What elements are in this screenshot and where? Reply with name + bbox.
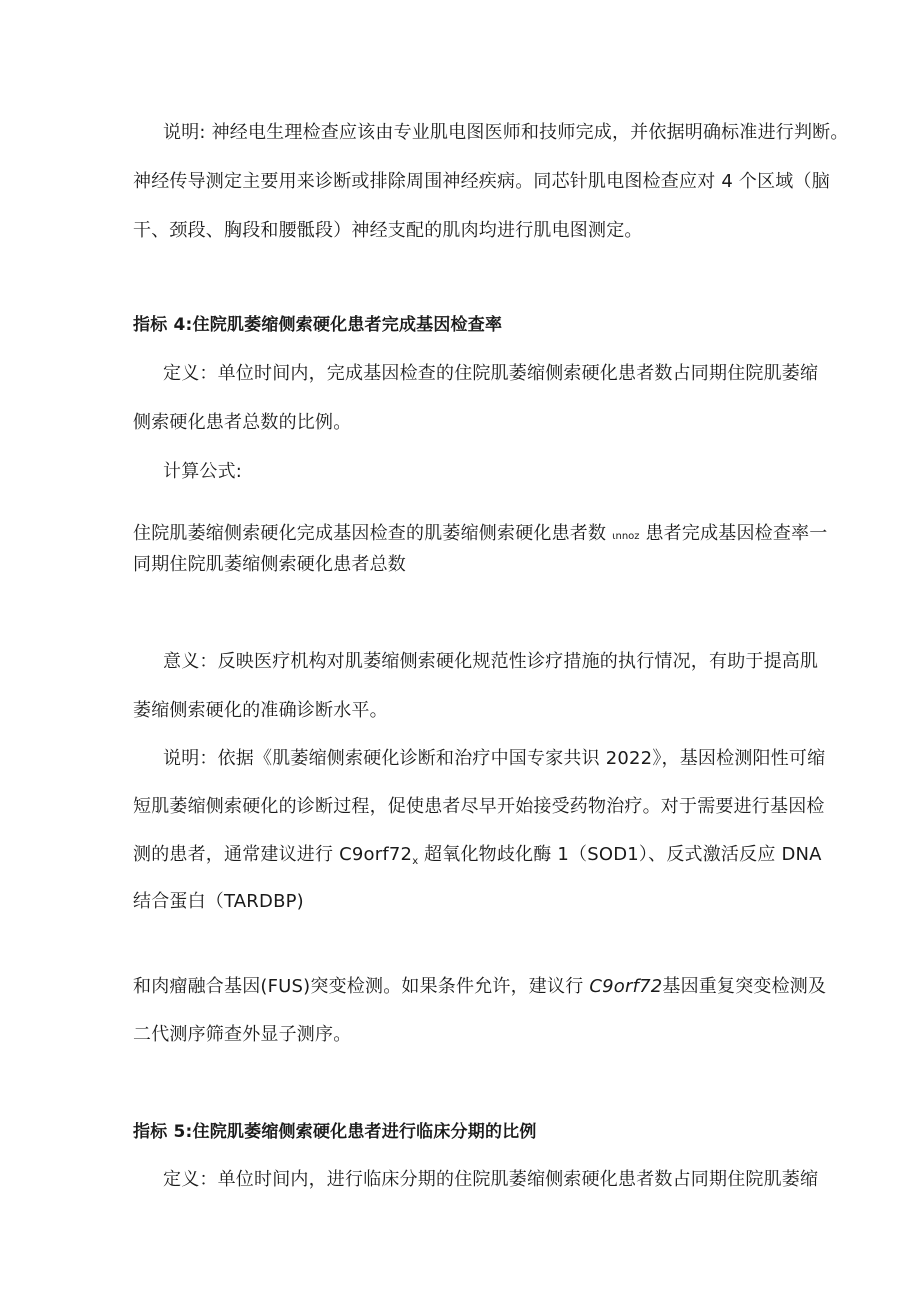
formula-line: 同期住院肌萎缩侧索硬化患者总数 [133, 554, 406, 575]
paragraph-line: 神经传导测定主要用来诊断或排除周围神经疾病。同芯针肌电图检查应对 4 个区域（脑 [133, 171, 830, 192]
note-line: 说明：依据《肌萎缩侧索硬化诊断和治疗中国专家共识 2022》，基因检测阳性可缩 [163, 748, 826, 769]
definition-line: 定义：单位时间内，进行临床分期的住院肌萎缩侧索硬化患者数占同期住院肌萎缩 [163, 1169, 819, 1190]
note-line: 短肌萎缩侧索硬化的诊断过程，促使患者尽早开始接受药物治疗。对于需要进行基因检 [133, 796, 825, 817]
note-line: 二代测序筛查外显子测序。 [133, 1024, 352, 1045]
note-text: 基因重复突变检测及 [662, 976, 827, 997]
gene-name-italic: C9orf72 [589, 976, 663, 997]
indicator-5-title: 指标 5:住院肌萎缩侧索硬化患者进行临床分期的比例 [133, 1122, 537, 1142]
paragraph-line: 干、颈段、胸段和腰骶段）神经支配的肌肉均进行肌电图测定。 [133, 220, 643, 241]
note-text: 测的患者，通常建议进行 C9orf72 [133, 844, 413, 865]
definition-line: 侧索硬化患者总数的比例。 [133, 412, 352, 433]
note-text: 和肉瘤融合基因(FUS)突变检测。如果条件允许，建议行 [133, 976, 590, 997]
meaning-line: 萎缩侧索硬化的准确诊断水平。 [133, 700, 388, 721]
formula-small-text: ιnnoz [612, 531, 640, 542]
formula-text: 患者完成基因检查率一 [645, 523, 828, 544]
note-line: 结合蛋白（TARDBP) [133, 891, 304, 912]
paragraph-line: 说明: 神经电生理检查应该由专业肌电图医师和技师完成，并依据明确标准进行判断。 [163, 122, 849, 143]
note-text: 超氧化物歧化酶 1（SOD1）、反式激活反应 DNA [424, 844, 822, 865]
note-line [133, 975, 826, 999]
note-line [133, 843, 822, 870]
meaning-line: 意义：反映医疗机构对肌萎缩侧索硬化规范性诊疗措施的执行情况，有助于提高肌 [163, 651, 819, 672]
formula-label: 计算公式: [163, 461, 243, 482]
note-subscript: x [412, 856, 419, 867]
formula-text: 住院肌萎缩侧索硬化完成基因检查的肌萎缩侧索硬化患者数 [133, 523, 607, 544]
formula-line [133, 522, 827, 549]
definition-line: 定义：单位时间内，完成基因检查的住院肌萎缩侧索硬化患者数占同期住院肌萎缩 [163, 363, 819, 384]
indicator-4-title: 指标 4:住院肌萎缩侧索硬化患者完成基因检查率 [133, 315, 503, 335]
